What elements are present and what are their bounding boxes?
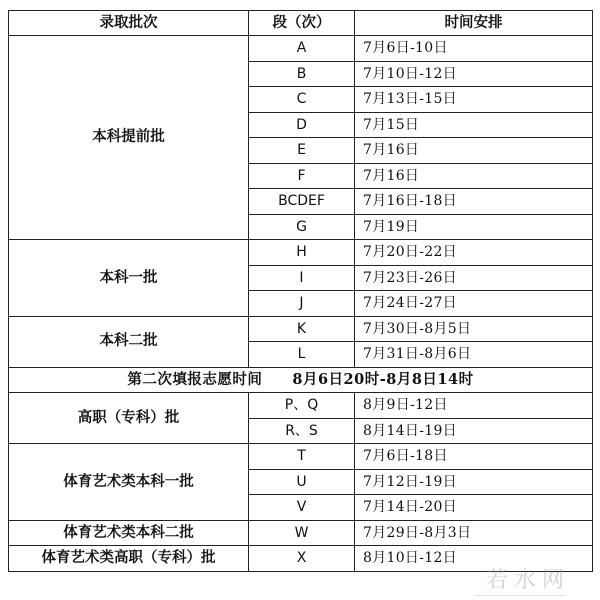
time-cell: 7月6日-18日 bbox=[355, 444, 593, 470]
time-cell: 7月23日-26日 bbox=[355, 265, 593, 291]
time-cell: 8月9日-12日 bbox=[355, 393, 593, 419]
segment-cell: K bbox=[249, 316, 355, 342]
segment-cell: P、Q bbox=[249, 393, 355, 419]
header-row bbox=[9, 11, 593, 36]
segment-cell: X bbox=[249, 546, 355, 572]
segment-cell: R、S bbox=[249, 418, 355, 444]
time-cell: 7月29日-8月3日 bbox=[355, 520, 593, 546]
batch-cell: 本科一批 bbox=[9, 240, 249, 317]
segment-cell: D bbox=[249, 112, 355, 138]
segment-cell: T bbox=[249, 444, 355, 470]
segment-cell: I bbox=[249, 265, 355, 291]
time-cell: 7月30日-8月5日 bbox=[355, 316, 593, 342]
time-cell: 7月19日 bbox=[355, 214, 593, 240]
table-row bbox=[9, 240, 593, 266]
time-cell: 7月13日-15日 bbox=[355, 87, 593, 113]
schedule-table bbox=[8, 10, 593, 572]
time-cell: 7月6日-10日 bbox=[355, 36, 593, 62]
header-batch: 录取批次 bbox=[9, 11, 249, 36]
header-segment: 段（次） bbox=[249, 11, 355, 36]
header-time: 时间安排 bbox=[355, 11, 593, 36]
table-row bbox=[9, 36, 593, 62]
segment-cell: B bbox=[249, 61, 355, 87]
segment-cell: V bbox=[249, 495, 355, 521]
segment-cell: F bbox=[249, 163, 355, 189]
time-cell: 7月20日-22日 bbox=[355, 240, 593, 266]
batch-cell: 本科提前批 bbox=[9, 36, 249, 240]
batch-cell: 本科二批 bbox=[9, 316, 249, 367]
batch-cell: 体育艺术类本科二批 bbox=[9, 520, 249, 546]
second-fill-time: 第二次填报志愿时间 8月6日20时-8月8日14时 bbox=[9, 367, 593, 393]
time-cell: 7月16日-18日 bbox=[355, 189, 593, 215]
segment-cell: A bbox=[249, 36, 355, 62]
time-cell: 7月16日 bbox=[355, 138, 593, 164]
segment-cell: W bbox=[249, 520, 355, 546]
table-row bbox=[9, 520, 593, 546]
time-cell: 7月24日-27日 bbox=[355, 291, 593, 317]
segment-cell: H bbox=[249, 240, 355, 266]
segment-cell: U bbox=[249, 469, 355, 495]
table-row bbox=[9, 316, 593, 342]
segment-cell: L bbox=[249, 342, 355, 368]
time-cell: 7月14日-20日 bbox=[355, 495, 593, 521]
time-cell: 8月10日-12日 bbox=[355, 546, 593, 572]
schedule-body bbox=[9, 36, 593, 572]
segment-cell: C bbox=[249, 87, 355, 113]
time-cell: 7月12日-19日 bbox=[355, 469, 593, 495]
batch-cell: 体育艺术类本科一批 bbox=[9, 444, 249, 521]
second-fill-row bbox=[9, 367, 593, 393]
time-cell: 7月31日-8月6日 bbox=[355, 342, 593, 368]
watermark: 若水网 bbox=[485, 568, 570, 593]
segment-cell: BCDEF bbox=[249, 189, 355, 215]
time-cell: 7月10日-12日 bbox=[355, 61, 593, 87]
watermark-underline bbox=[476, 595, 566, 600]
time-cell: 7月16日 bbox=[355, 163, 593, 189]
batch-cell: 高职（专科）批 bbox=[9, 393, 249, 444]
batch-cell: 体育艺术类高职（专科）批 bbox=[9, 546, 249, 572]
admission-schedule bbox=[8, 10, 592, 572]
table-row bbox=[9, 444, 593, 470]
time-cell: 7月15日 bbox=[355, 112, 593, 138]
segment-cell: E bbox=[249, 138, 355, 164]
segment-cell: G bbox=[249, 214, 355, 240]
time-cell: 8月14日-19日 bbox=[355, 418, 593, 444]
segment-cell: J bbox=[249, 291, 355, 317]
table-row bbox=[9, 393, 593, 419]
